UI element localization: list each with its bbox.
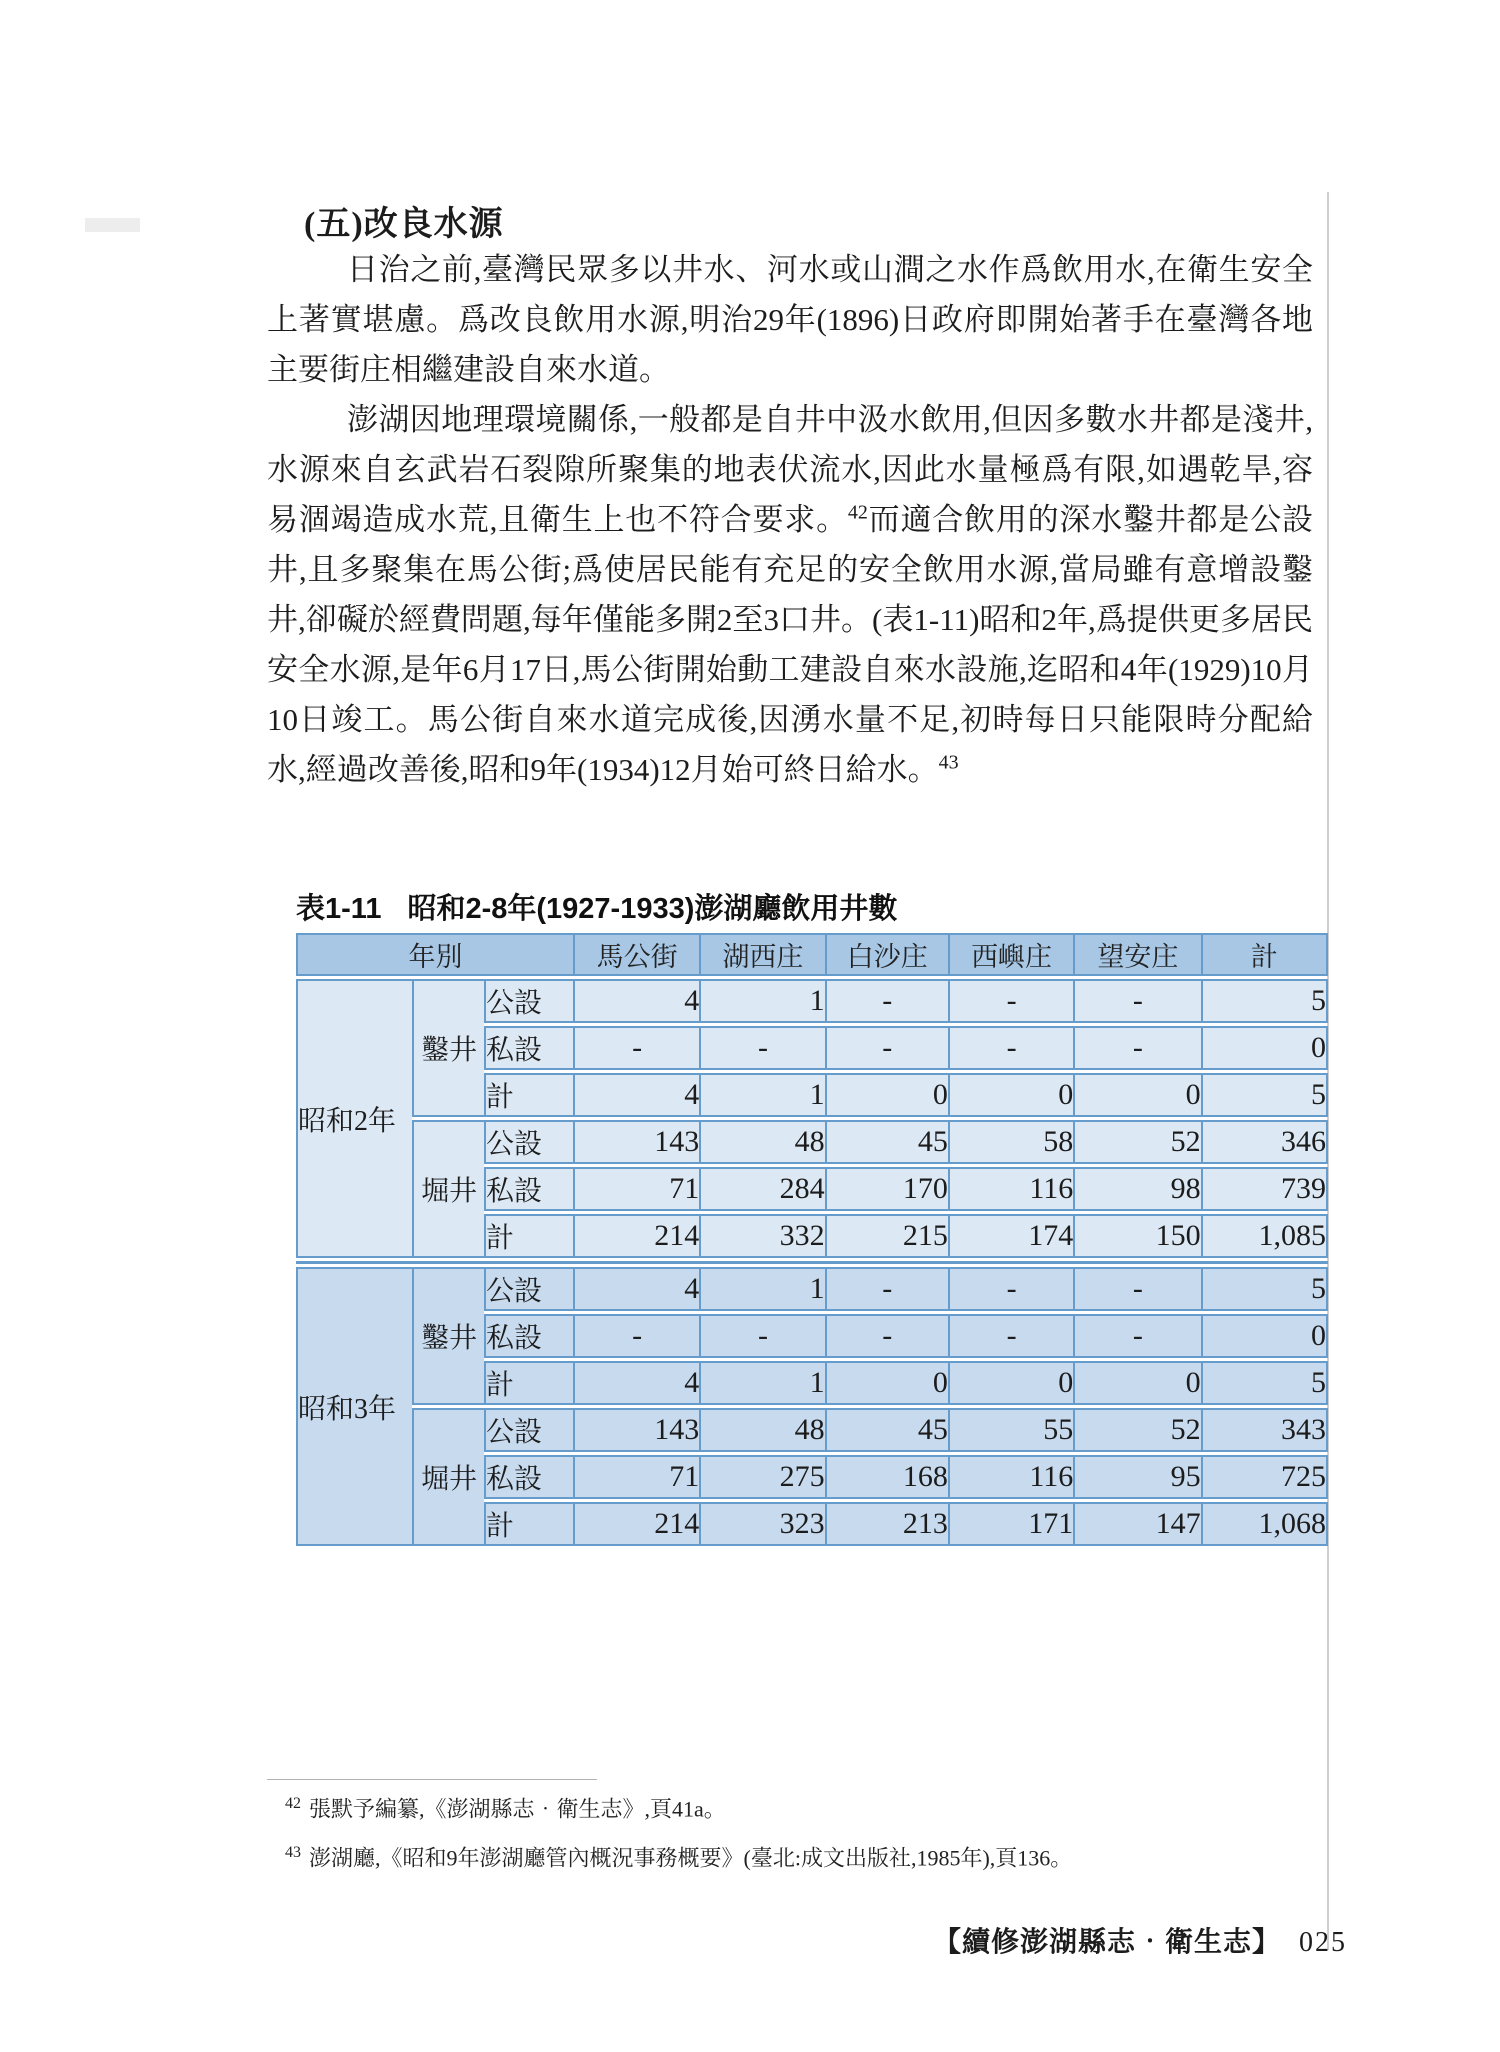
cell-value: 346 [1201, 1120, 1328, 1164]
cell-value: 0 [948, 1073, 1073, 1117]
table-title [296, 886, 897, 927]
header-total: 計 [1201, 933, 1328, 976]
cell-well-type: 堀井 [412, 1408, 484, 1546]
cell-value: - [948, 979, 1073, 1023]
table-row [296, 979, 1328, 1023]
cell-value: 214 [573, 1502, 699, 1546]
scan-artifact [85, 218, 140, 232]
header-town: 望安庄 [1073, 933, 1200, 976]
cell-value: 5 [1201, 1361, 1328, 1405]
cell-value: 45 [825, 1120, 948, 1164]
header-year-col: 年別 [296, 933, 573, 976]
cell-value: 0 [1201, 1314, 1328, 1358]
cell-ownership: 計 [484, 1073, 573, 1117]
cell-value: 0 [948, 1361, 1073, 1405]
paragraph-text: 而適合飲用的深水鑿井都是公設井,且多聚集在馬公街;爲使居民能有充足的安全飲用水源,當局雖有意增設鑿井,卻礙於經費問題,每年僅能多開2至3口井。(表1-11)昭和2年,爲提供更多居民安全水源,是年6月17日,馬公街開始動工建設自來水設施,迄昭和4年(1929)10月10日竣工。馬公街自來水道完成後,因湧水量不足,初時每日只能限時分配給水,經過改善後,昭和9年(1934)12月始可終日給水。 [267, 502, 1314, 787]
footnote-text: 澎湖廳,《昭和9年澎湖廳管內概況事務概要》(臺北:成文出版社,1985年),頁136。 [309, 1845, 1073, 1871]
table-row [296, 1267, 1328, 1311]
cell-value: - [825, 1314, 948, 1358]
cell-value: 343 [1201, 1408, 1328, 1452]
cell-value: 4 [573, 1361, 699, 1405]
table-row [296, 1408, 1328, 1452]
cell-value: - [948, 1026, 1073, 1070]
cell-value: - [699, 1314, 824, 1358]
cell-value: 739 [1201, 1167, 1328, 1211]
cell-ownership: 公設 [484, 1267, 573, 1311]
cell-year: 昭和3年 [296, 1267, 412, 1546]
header-town: 西嶼庄 [948, 933, 1073, 976]
cell-ownership: 計 [484, 1361, 573, 1405]
section-heading: (五)改良水源 [304, 206, 504, 243]
cell-value: 147 [1073, 1502, 1200, 1546]
cell-value: - [573, 1026, 699, 1070]
cell-ownership: 私設 [484, 1314, 573, 1358]
footnote-number: 43 [285, 1844, 301, 1862]
cell-value: 4 [573, 1267, 699, 1311]
cell-ownership: 計 [484, 1502, 573, 1546]
body-text [267, 245, 1313, 795]
cell-value: 95 [1073, 1455, 1200, 1499]
cell-value: 58 [948, 1120, 1073, 1164]
cell-value: - [699, 1026, 824, 1070]
table-caption: 昭和2-8年(1927-1933)澎湖廳飲用井數 [407, 893, 898, 925]
cell-value: 98 [1073, 1167, 1200, 1211]
cell-well-type: 鑿井 [412, 979, 484, 1117]
cell-value: 214 [573, 1214, 699, 1258]
page-number: 025 [1299, 1927, 1347, 1958]
cell-value: 45 [825, 1408, 948, 1452]
cell-value: 0 [825, 1361, 948, 1405]
cell-value: - [825, 1267, 948, 1311]
cell-value: 171 [948, 1502, 1073, 1546]
paragraph-1 [267, 245, 1313, 395]
cell-value: 215 [825, 1214, 948, 1258]
footnote-text: 張默予編纂,《澎湖縣志‧衛生志》,頁41a。 [309, 1796, 726, 1822]
page-footer [933, 1920, 1347, 1960]
cell-value: - [1073, 979, 1200, 1023]
cell-value: 0 [1073, 1361, 1200, 1405]
header-town: 湖西庄 [699, 933, 824, 976]
cell-well-type: 堀井 [412, 1120, 484, 1258]
cell-value: - [825, 979, 948, 1023]
paragraph-text: 日治之前,臺灣民眾多以井水、河水或山澗之水作爲飲用水,在衛生安全上著實堪慮。爲改良飲用水源,明治29年(1896)日政府即開始著手在臺灣各地主要街庄相繼建設自來水道。 [267, 252, 1313, 387]
cell-value: 71 [573, 1455, 699, 1499]
paragraph-2 [267, 395, 1313, 795]
cell-value: 116 [948, 1167, 1073, 1211]
cell-value: 55 [948, 1408, 1073, 1452]
cell-value: - [1073, 1026, 1200, 1070]
cell-value: 332 [699, 1214, 824, 1258]
footnote-43 [285, 1838, 1365, 1873]
paragraph-text: 澎湖因地理環境關係,一般都是自井中汲水飲用,但因多數水井都是淺井,水源來自玄武岩石裂隙所聚集的地表伏流水,因此水量極爲有限,如遇乾旱,容易涸竭造成水荒,且衛生上也不符合要求。 [267, 402, 1313, 537]
cell-value: 1,068 [1201, 1502, 1328, 1546]
cell-value: 116 [948, 1455, 1073, 1499]
cell-value: 150 [1073, 1214, 1200, 1258]
cell-value: - [573, 1314, 699, 1358]
cell-value: 1 [699, 1361, 824, 1405]
cell-ownership: 私設 [484, 1455, 573, 1499]
cell-value: 284 [699, 1167, 824, 1211]
cell-value: 48 [699, 1408, 824, 1452]
cell-value: 0 [1201, 1026, 1328, 1070]
cell-value: 323 [699, 1502, 824, 1546]
table-row [296, 1120, 1328, 1164]
cell-value: 4 [573, 979, 699, 1023]
cell-year: 昭和2年 [296, 979, 412, 1258]
cell-ownership: 公設 [484, 1408, 573, 1452]
table-number: 表1-11 [296, 893, 382, 925]
cell-value: 1,085 [1201, 1214, 1328, 1258]
footnote-ref-43: 43 [938, 751, 959, 774]
cell-value: - [1073, 1314, 1200, 1358]
cell-value: 52 [1073, 1408, 1200, 1452]
year-block-separator [296, 1261, 1328, 1264]
cell-value: 725 [1201, 1455, 1328, 1499]
cell-value: 1 [699, 1073, 824, 1117]
cell-value: 0 [825, 1073, 948, 1117]
cell-ownership: 公設 [484, 979, 573, 1023]
cell-value: 213 [825, 1502, 948, 1546]
cell-well-type: 鑿井 [412, 1267, 484, 1405]
cell-value: 5 [1201, 1267, 1328, 1311]
book-title: 【續修澎湖縣志‧衛生志】 [932, 1927, 1281, 1958]
cell-value: 275 [699, 1455, 824, 1499]
cell-value: 143 [573, 1120, 699, 1164]
cell-value: - [1073, 1267, 1200, 1311]
cell-value: 71 [573, 1167, 699, 1211]
header-town: 白沙庄 [825, 933, 948, 976]
cell-value: 5 [1201, 979, 1328, 1023]
cell-value: 174 [948, 1214, 1073, 1258]
cell-value: 143 [573, 1408, 699, 1452]
footnote-number: 42 [285, 1795, 301, 1812]
cell-ownership: 私設 [484, 1026, 573, 1070]
cell-value: 4 [573, 1073, 699, 1117]
header-town: 馬公街 [573, 933, 699, 976]
cell-value: - [948, 1314, 1073, 1358]
well-count-table [296, 930, 1328, 1549]
cell-value: 1 [699, 979, 824, 1023]
footnote-42 [285, 1789, 1365, 1824]
cell-value: 0 [1073, 1073, 1200, 1117]
cell-ownership: 公設 [484, 1120, 573, 1164]
cell-value: 168 [825, 1455, 948, 1499]
table-header-row [296, 933, 1328, 976]
footnote-rule [267, 1779, 597, 1780]
cell-value: 52 [1073, 1120, 1200, 1164]
cell-value: - [825, 1026, 948, 1070]
cell-ownership: 計 [484, 1214, 573, 1258]
cell-ownership: 私設 [484, 1167, 573, 1211]
cell-value: 1 [699, 1267, 824, 1311]
footnotes [285, 1789, 1365, 1888]
cell-value: 48 [699, 1120, 824, 1164]
cell-value: 5 [1201, 1073, 1328, 1117]
cell-value: 170 [825, 1167, 948, 1211]
cell-value: - [948, 1267, 1073, 1311]
footnote-ref-42: 42 [847, 501, 868, 524]
